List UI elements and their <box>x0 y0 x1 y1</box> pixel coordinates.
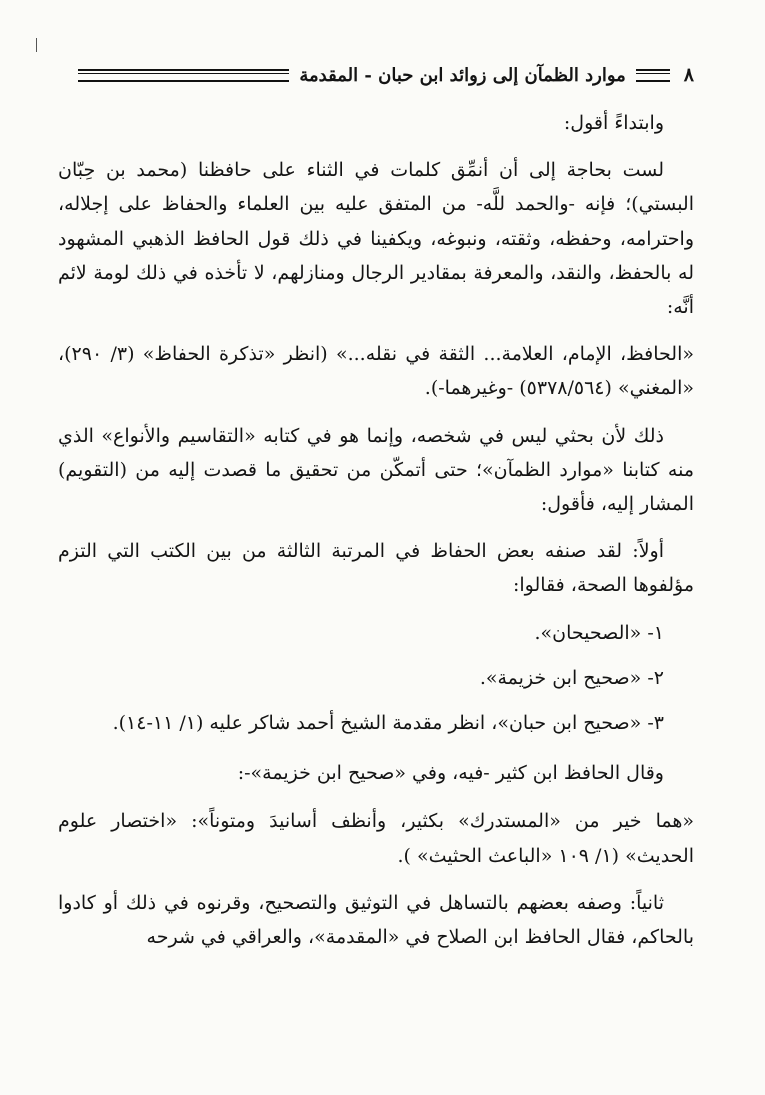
paragraph-ibn-kathir: وقال الحافظ ابن كثير -فيه، وفي «صحيح ابن خزيمة»-: <box>237 762 664 785</box>
paragraph-ibn-kathir-quote: «هما خير من «المستدرك» بكثير، وأنظف أسانيدَ ومتوناً»: «اختصار علوم الحديث» (١/ ١٠٩ «الباعث الحثيث» ). <box>58 810 694 867</box>
paragraph-purpose: ذلك لأن بحثي ليس في شخصه، وإنما هو في كتابه «التقاسيم والأنواع» الذي منه كتابنا «موارد الظمآن»؛ حتى أتمكّن من تحقيق ما قصدت إليه من (التقويم) المشار إليه، فأقول: <box>58 424 694 516</box>
header-rule-left <box>78 69 289 82</box>
running-title: موارد الظمآن إلى زوائد ابن حبان - المقدمة <box>299 64 626 86</box>
list-item-2: ٢- «صحيح ابن خزيمة». <box>479 666 664 689</box>
page-number: ٨ <box>683 64 694 86</box>
margin-mark <box>36 38 37 52</box>
list-item-3: ٣- «صحيح ابن حبان»، انظر مقدمة الشيخ أحمد شاكر عليه (١/ ١١-١٤). <box>112 712 664 735</box>
paragraph-intro: لست بحاجة إلى أن أنمِّق كلمات في الثناء على حافظنا (محمد بن حِبّان البستي)؛ فإنه -والحمد للَّه- من المتفق عليه بين العلماء والحفاظ على إجلاله، واحترامه، وحفظه، وثقته، ونبوغه، ويكفينا في ذلك قول الحافظ الذهبي المشهود له بالحفظ، والنقد، والمعرفة بمقادير الرجال ومنازلهم، لا تأخذه في ذلك لومة لائم أنَّه: <box>58 159 694 319</box>
header-rule-right <box>636 69 670 82</box>
list-item-1: ١- «الصحيحان». <box>534 621 664 644</box>
page-body <box>58 106 694 967</box>
paragraph-quote: «الحافظ، الإمام، العلامة... الثقة في نقله...» (انظر «تذكرة الحفاظ» (٣/ ٢٩٠)، «المغني» (٥٣٧٨/٥٦٤) -وغيرهما-). <box>58 343 694 400</box>
paragraph-first-point: أولاً: لقد صنفه بعض الحفاظ في المرتبة الثالثة من بين الكتب التي التزم مؤلفوها الصحة، فقالوا: <box>58 540 694 597</box>
running-header <box>78 58 694 92</box>
paragraph-opening: وابتداءً أقول: <box>563 112 664 134</box>
paragraph-second-point: ثانياً: وصفه بعضهم بالتساهل في التوثيق والتصحيح، وقرنوه في ذلك أو كادوا بالحاكم، فقال الحافظ ابن الصلاح في «المقدمة»، والعراقي في شرحه <box>58 891 694 949</box>
